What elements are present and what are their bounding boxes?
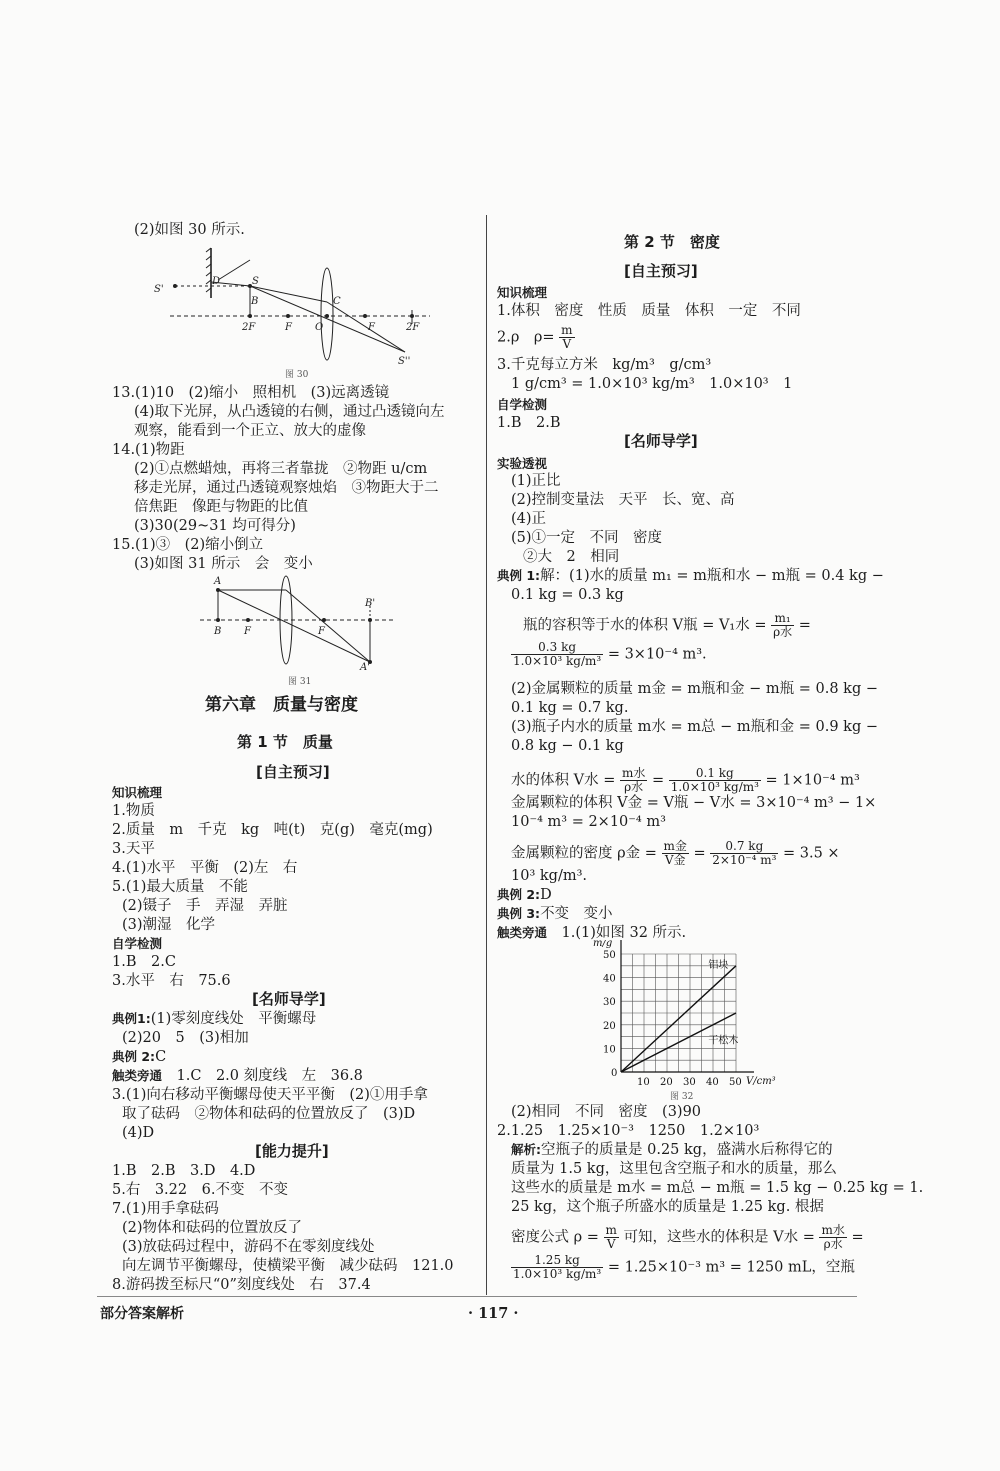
label: 解析: [511,1142,541,1157]
text: = 1×10⁻⁴ m³ [765,772,860,789]
line: 这些水的质量是 m水 = m总 − m瓶 = 1.5 kg − 0.25 kg = 1. [511,1180,924,1196]
line: 2.1.25 1.25×10⁻³ 1250 1.2×10³ [497,1123,760,1139]
fraction [511,641,603,668]
line: 3.水平 右 75.6 [112,973,231,989]
label-b: B [214,626,222,637]
label-o: O [315,322,324,333]
label: 触类旁通 [112,1068,163,1083]
line [497,324,575,351]
numerator: m [561,323,573,337]
label-f-left: F [244,626,251,637]
denominator: ρ水 [624,780,644,794]
line [112,1067,363,1085]
line: 3.天平 [112,841,155,857]
line: 取了砝码 ②物体和砝码的位置放反了 (3)D [122,1106,416,1122]
figure-31-caption: 图 31 [288,677,312,687]
line: (2)镊子 手 弄湿 弄脏 [122,898,288,914]
label-f-right: F [368,322,375,333]
line [511,840,840,867]
y-tick-label: 30 [603,997,616,1009]
text: 可知，这些水的体积是 V水 = [623,1229,815,1246]
text: 解：(1)水的质量 m₁ = m瓶和水 − m瓶 = 0.4 kg − [540,568,884,584]
text: 1.C 2.0 刻度线 左 36.8 [176,1068,363,1084]
line: 1.B 2.B 3.D 4.D [112,1163,256,1179]
text: 2.ρ ρ= [497,329,555,346]
line: 1.物质 [112,803,155,819]
text: (1)零刻度线处 平衡螺母 [150,1011,317,1027]
line: (2)控制变量法 天平 长、宽、高 [511,492,735,508]
line: (1)正比 [511,473,561,489]
line: (2)如图 30 所示. [134,222,245,238]
heading-knowledge: 知识梳理 [497,285,548,300]
section-title: 第 1 节 质量 [237,733,333,751]
fraction [710,840,778,867]
numerator: m水 [821,1223,845,1237]
text: = [693,845,706,862]
line: (4)取下光屏，从凸透镜的右侧，通过凸透镜向左 [134,404,445,420]
figure-30 [150,240,440,370]
label-a-prime: A' [360,662,370,672]
footer-rule [97,1296,857,1297]
line: 25 kg，这个瓶子所盛水的质量是 1.25 kg. 根据 [511,1199,824,1215]
fraction [604,1224,619,1251]
text: D [540,887,552,903]
numerator: 0.1 kg [669,767,761,781]
text: = 3.5 × [783,845,840,862]
x-tick-label: 20 [660,1077,673,1088]
line: 3.(1)向右移动平衡螺母使天平平衡 (2)①用手拿 [112,1087,428,1103]
heading-selfcheck: 自学检测 [112,936,163,951]
numerator: m [605,1223,617,1237]
line: 15.(1)③ (2)缩小倒立 [112,537,264,553]
x-tick-label: 40 [706,1077,719,1088]
line: 1 g/cm³ = 1.0×10³ kg/m³ 1.0×10³ 1 [511,376,793,392]
label-c: C [333,296,341,307]
text: 瓶的容积等于水的体积 V瓶 = V₁水 = [523,617,767,634]
subsection-heading: [能力提升] [255,1142,329,1160]
numerator: m水 [621,766,646,780]
label: 典例1: [112,1011,151,1026]
line: 3.千克每立方米 kg/m³ g/cm³ [497,357,712,373]
text: 空瓶子的质量是 0.25 kg，盛满水后称得它的 [541,1142,833,1158]
line: 0.1 kg = 0.3 kg [511,587,624,603]
text: 水的体积 V水 = [511,772,616,789]
line: (3)如图 31 所示 会 变小 [134,556,313,572]
page-number: · 117 · [468,1305,519,1322]
y-tick-label: 20 [603,1020,616,1032]
subsection-heading: [自主预习] [256,763,330,781]
line: (2)①点燃蜡烛，再将三者靠拢 ②物距 u/cm [134,461,428,477]
fraction [669,767,761,794]
fraction [559,324,574,351]
text: 密度公式 ρ = [511,1229,599,1246]
line [511,767,860,794]
y-tick-label: 10 [603,1044,616,1056]
label: 典例 1: [497,568,541,583]
section-title: 第 2 节 密度 [624,233,720,251]
line: (2)相同 不同 密度 (3)90 [511,1104,702,1120]
label-2f-left: 2F [242,322,256,333]
line: 8.游码拨至标尺“0”刻度线处 右 37.4 [112,1277,371,1293]
line: 5.右 3.22 6.不变 不变 [112,1182,288,1198]
line: 1.体积 密度 性质 质量 体积 一定 不同 [497,303,801,319]
text: = [798,617,811,634]
line [497,567,884,585]
line [112,1010,316,1028]
text: 金属颗粒的密度 ρ金 = [511,845,657,862]
y-tick-label: 50 [603,950,616,961]
denominator: 1.0×10³ kg/m³ [670,780,759,794]
text: = [851,1229,864,1246]
numerator: 1.25 kg [511,1254,603,1268]
line: 5.(1)最大质量 不能 [112,879,248,895]
heading-selfcheck: 自学检测 [497,397,548,412]
line: 金属颗粒的体积 V金 = V瓶 − V水 = 3×10⁻⁴ m³ − 1× [511,795,877,811]
column-divider [486,215,487,1295]
line: 0.8 kg − 0.1 kg [511,738,624,754]
x-tick-label: 30 [683,1077,696,1088]
figure-32-caption: 图 32 [670,1092,694,1102]
line: (4)D [122,1125,155,1141]
line [497,905,613,923]
figure-30-caption: 图 30 [285,370,309,380]
line: 倍焦距 像距与物距的比值 [134,499,308,515]
line [511,1254,855,1281]
text: = 1.25×10⁻³ m³ = 1250 mL，空瓶 [607,1259,855,1276]
fraction [511,1254,603,1281]
line [511,641,707,668]
label-f-left: F [285,322,292,333]
x-tick-label: 50 [729,1077,742,1088]
line: 10³ kg/m³. [511,868,587,884]
series-label: 铝块 [708,960,729,972]
fraction [771,612,794,639]
line [497,886,552,904]
line: (4)正 [511,511,547,527]
line: (2)物体和砝码的位置放反了 [122,1220,303,1236]
footer-label: 部分答案解析 [100,1306,184,1322]
denominator: ρ水 [823,1237,843,1251]
label-a: A [214,576,222,587]
fraction [662,840,689,867]
numerator: 0.3 kg [511,641,603,655]
text: 1.(1)如图 32 所示. [561,925,687,941]
numerator: 0.7 kg [710,840,778,854]
denominator: 2×10⁻⁴ m³ [712,853,777,867]
fraction [620,767,647,794]
heading-experiment: 实验透视 [497,456,548,471]
subsection-heading: [自主预习] [624,262,698,280]
line: 10⁻⁴ m³ = 2×10⁻⁴ m³ [511,814,666,830]
label: 典例 2: [112,1049,156,1064]
line: (5)①一定 不同 密度 [511,530,663,546]
label-f-right: F [318,626,325,637]
line: 14.(1)物距 [112,442,185,458]
line: 1.B 2.C [112,954,176,970]
line: (3)30(29~31 均可得分) [134,518,296,534]
x-tick-label: 10 [637,1077,650,1088]
heading-knowledge: 知识梳理 [112,785,163,800]
text: 不变 变小 [540,906,613,922]
subsection-heading: [名师导学] [624,432,698,450]
label-b-prime: B' [365,598,376,609]
line [112,1048,166,1066]
denominator: 1.0×10³ kg/m³ [513,654,602,668]
line: 0.1 kg = 0.7 kg. [511,700,629,716]
denominator: V [562,337,572,351]
series-label: 干松木 [708,1035,739,1047]
text: C [155,1049,167,1065]
fraction [819,1224,846,1251]
line: (2)金属颗粒的质量 m金 = m瓶和金 − m瓶 = 0.8 kg − [511,681,878,697]
numerator: m₁ [771,612,794,626]
denominator: ρ水 [773,625,793,639]
figure-32-chart [585,940,785,1090]
line: 观察，能看到一个正立、放大的虚像 [134,423,366,439]
label-b: B [251,296,259,307]
origin-label: 0 [611,1068,618,1079]
text: = 3×10⁻⁴ m³. [607,646,707,663]
label-s: S [252,276,259,287]
line: ②大 2 相同 [523,549,620,565]
line: 质量为 1.5 kg，这里包含空瓶子和水的质量，那么 [511,1161,837,1177]
line: 13.(1)10 (2)缩小 照相机 (3)远离透镜 [112,385,390,401]
line: (2)20 5 (3)相加 [122,1030,249,1046]
subsection-heading: [名师导学] [252,990,326,1008]
line: 向左调节平衡螺母，使横梁平衡 减少砝码 121.0 [122,1258,454,1274]
label: 典例 2: [497,887,541,902]
line: 7.(1)用手拿砝码 [112,1201,219,1217]
line: 1.B 2.B [497,415,561,431]
label-s-prime: S' [154,284,164,295]
line [523,612,811,639]
x-axis-label: V/cm³ [746,1076,776,1087]
denominator: V [606,1237,616,1251]
denominator: V金 [664,853,686,867]
y-axis-label: m/g [593,940,613,949]
line: 2.质量 m 千克 kg 吨(t) 克(g) 毫克(mg) [112,822,433,838]
denominator: 1.0×10³ kg/m³ [513,1267,602,1281]
label: 触类旁通 [497,925,548,940]
line [511,1141,833,1159]
label: 典例 3: [497,906,541,921]
y-tick-label: 40 [603,973,616,985]
figure-31 [200,572,400,672]
line [511,1224,864,1251]
line: 4.(1)水平 平衡 (2)左 右 [112,860,298,876]
label-d: D [212,276,221,287]
numerator: m金 [663,839,687,853]
label-s-double: S'' [398,356,411,367]
line: 移走光屏，通过凸透镜观察烛焰 ③物距大于二 [134,480,439,496]
line: (3)放砝码过程中，游码不在零刻度线处 [122,1239,375,1255]
chapter-title: 第六章 质量与密度 [205,695,358,715]
line: (3)潮湿 化学 [122,917,216,933]
label-2f-right: 2F [406,322,420,333]
text: = [651,772,665,789]
line: (3)瓶子内水的质量 m水 = m总 − m瓶和金 = 0.9 kg − [511,719,878,735]
